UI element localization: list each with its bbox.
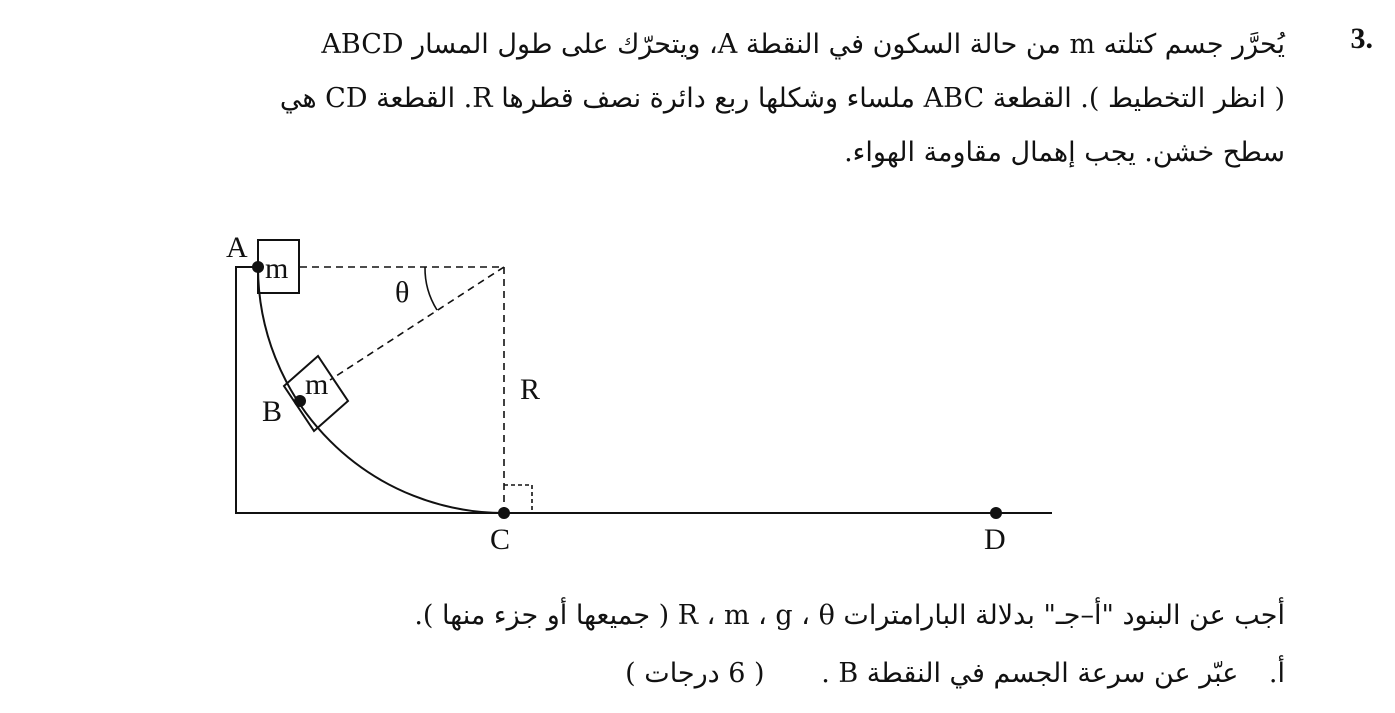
dot-d: [990, 507, 1002, 519]
question-number: 3.: [1350, 22, 1373, 55]
intro-line-1: يُحرَّر جسم كتلته m من حالة السكون في النقطة A، ويتحرّك على طول المسار ABCD: [321, 29, 1285, 60]
item-a: [30, 647, 1285, 701]
label-a: A: [226, 231, 248, 264]
item-a-text: عبّر عن سرعة الجسم في النقطة B .: [821, 658, 1239, 689]
label-c: C: [490, 523, 511, 556]
left-wall: [236, 267, 1052, 513]
intro-line-3: سطح خشن. يجب إهمال مقاومة الهواء.: [844, 137, 1285, 168]
answer-instructions: أجب عن البنود "أ–جـ" بدلالة البارامترات R ، m ، g ، θ ( جميعها أو جزء منها ).: [414, 600, 1285, 631]
dot-a: [252, 261, 264, 273]
label-theta: θ: [395, 276, 410, 309]
label-m-mid: m: [305, 368, 329, 401]
item-a-marks: ( 6 درجات ): [625, 658, 765, 689]
label-r: R: [520, 373, 541, 406]
intro-line-2: ( انظر التخطيط ). القطعة ABC ملساء وشكلها ربع دائرة نصف قطرها R. القطعة CD هي: [279, 83, 1285, 114]
label-m-top: m: [265, 252, 289, 285]
label-d: D: [984, 523, 1006, 556]
item-a-letter: أ.: [1268, 658, 1285, 689]
angle-arc: [425, 267, 437, 310]
quarter-circle-track: [258, 267, 504, 513]
label-b: B: [262, 395, 283, 428]
radius-to-b-dashed: [330, 267, 504, 380]
dot-c: [498, 507, 510, 519]
